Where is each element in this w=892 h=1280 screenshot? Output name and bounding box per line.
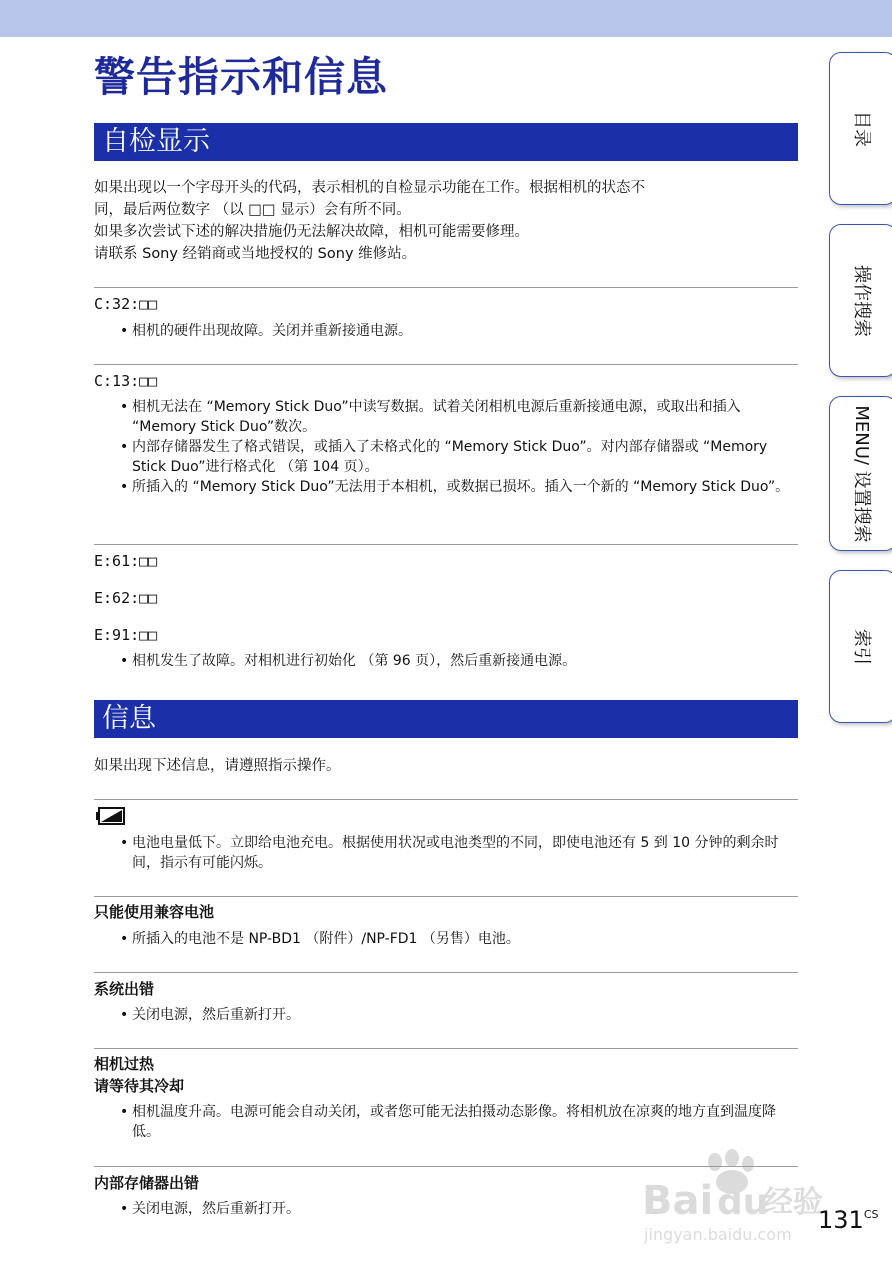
e91-bullets — [120, 651, 800, 671]
page-title: 警告指示和信息 — [94, 53, 388, 101]
c32-bullets — [120, 321, 800, 341]
divider — [94, 799, 798, 800]
battery-bullets — [120, 833, 800, 873]
divider — [94, 1048, 798, 1049]
system-error-bullets — [120, 1005, 800, 1025]
section-header-messages: 信息 — [94, 700, 798, 738]
error-code-e61: E:61:□□ — [94, 552, 158, 570]
list-item: • 相机发生了故障。对相机进行初始化 （第 96 页），然后重新接通电源。 — [120, 651, 800, 671]
self-diagnosis-intro — [94, 177, 794, 265]
intro-line: 请联系 Sony 经销商或当地授权的 Sony 维修站。 — [94, 246, 417, 262]
divider — [94, 972, 798, 973]
error-code-e62: E:62:□□ — [94, 589, 158, 607]
watermark-url: jingyan.baidu.com — [644, 1225, 792, 1244]
baidu-watermark-logo — [640, 1148, 830, 1248]
tab-contents[interactable] — [829, 52, 892, 205]
section-header-self-diagnosis: 自检显示 — [94, 123, 798, 161]
divider — [94, 896, 798, 897]
page-number-value: 131 — [818, 1206, 864, 1234]
intro-line: 如果多次尝试下述的解决措施仍无法解决故障，相机可能需要修理。 — [94, 224, 529, 240]
tab-operation-search[interactable] — [829, 224, 892, 377]
message-title-compatible-battery: 只能使用兼容电池 — [94, 903, 215, 921]
watermark-suffix: 经验 — [763, 1185, 823, 1220]
overheat-bullets — [120, 1102, 800, 1142]
list-item: • 相机无法在 “Memory Stick Duo”中读写数据。试着关闭相机电源后重新接通电源，或取出和插入 “Memory Stick Duo”数次。 — [120, 397, 800, 437]
error-code-e91: E:91:□□ — [94, 626, 158, 644]
compatible-battery-bullets — [120, 929, 800, 949]
messages-intro — [94, 755, 794, 777]
divider — [94, 287, 798, 288]
top-band — [0, 0, 892, 37]
list-item: • 电池电量低下。立即给电池充电。根据使用状况或电池类型的不同，即使电池还有 5 到 10 分钟的剩余时间，指示有可能闪烁。 — [120, 833, 800, 873]
intro-line: 如果出现下述信息，请遵照指示操作。 — [94, 758, 341, 774]
list-item: • 相机温度升高。电源可能会自动关闭，或者您可能无法拍摄动态影像。将相机放在凉爽的地方直到温度降低。 — [120, 1102, 800, 1142]
page-number-suffix: CS — [863, 1208, 879, 1221]
list-item: • 所插入的电池不是 NP-BD1 （附件）/NP-FD1 （另售）电池。 — [120, 929, 800, 949]
list-item: • 内部存储器发生了格式错误，或插入了未格式化的 “Memory Stick Duo”。对内部存储器或 “Memory Stick Duo”进行格式化 （第 104 页）。 — [120, 437, 800, 477]
message-title-internal-memory-error: 内部存储器出错 — [94, 1174, 200, 1192]
tab-index[interactable] — [829, 570, 892, 723]
list-item: • 相机的硬件出现故障。关闭并重新接通电源。 — [120, 321, 800, 341]
error-code-c13: C:13:□□ — [94, 372, 158, 390]
error-code-c32: C:32:□□ — [94, 295, 158, 313]
watermark-brand: Bai — [642, 1178, 714, 1224]
list-item: • 关闭电源，然后重新打开。 — [120, 1005, 800, 1025]
c13-bullets — [120, 397, 800, 497]
list-item: • 关闭电源，然后重新打开。 — [120, 1199, 800, 1219]
list-item: • 所插入的 “Memory Stick Duo”无法用于本相机，或数据已损坏。插入一个新的 “Memory Stick Duo”。 — [120, 477, 800, 497]
tab-menu-settings-search[interactable] — [829, 396, 892, 551]
battery-low-icon — [95, 807, 125, 825]
watermark-brand2: du — [717, 1182, 769, 1223]
message-title-overheat: 相机过热 — [94, 1055, 155, 1073]
page-number — [818, 1206, 878, 1234]
intro-line: 同，最后两位数字 （以 □□ 显示）会有所不同。 — [94, 202, 411, 218]
tab-contents-label: 目录 — [851, 110, 872, 147]
divider — [94, 364, 798, 365]
tab-menu-settings-search-label: MENU/ 设置搜索 — [851, 404, 872, 543]
divider — [94, 544, 798, 545]
message-title-wait-cool: 请等待其冷却 — [94, 1077, 185, 1095]
message-title-system-error: 系统出错 — [94, 980, 155, 998]
intro-line: 如果出现以一个字母开头的代码，表示相机的自检显示功能在工作。根据相机的状态不 — [94, 180, 645, 196]
tab-index-label: 索引 — [851, 628, 872, 665]
tab-operation-search-label: 操作搜索 — [851, 264, 872, 337]
